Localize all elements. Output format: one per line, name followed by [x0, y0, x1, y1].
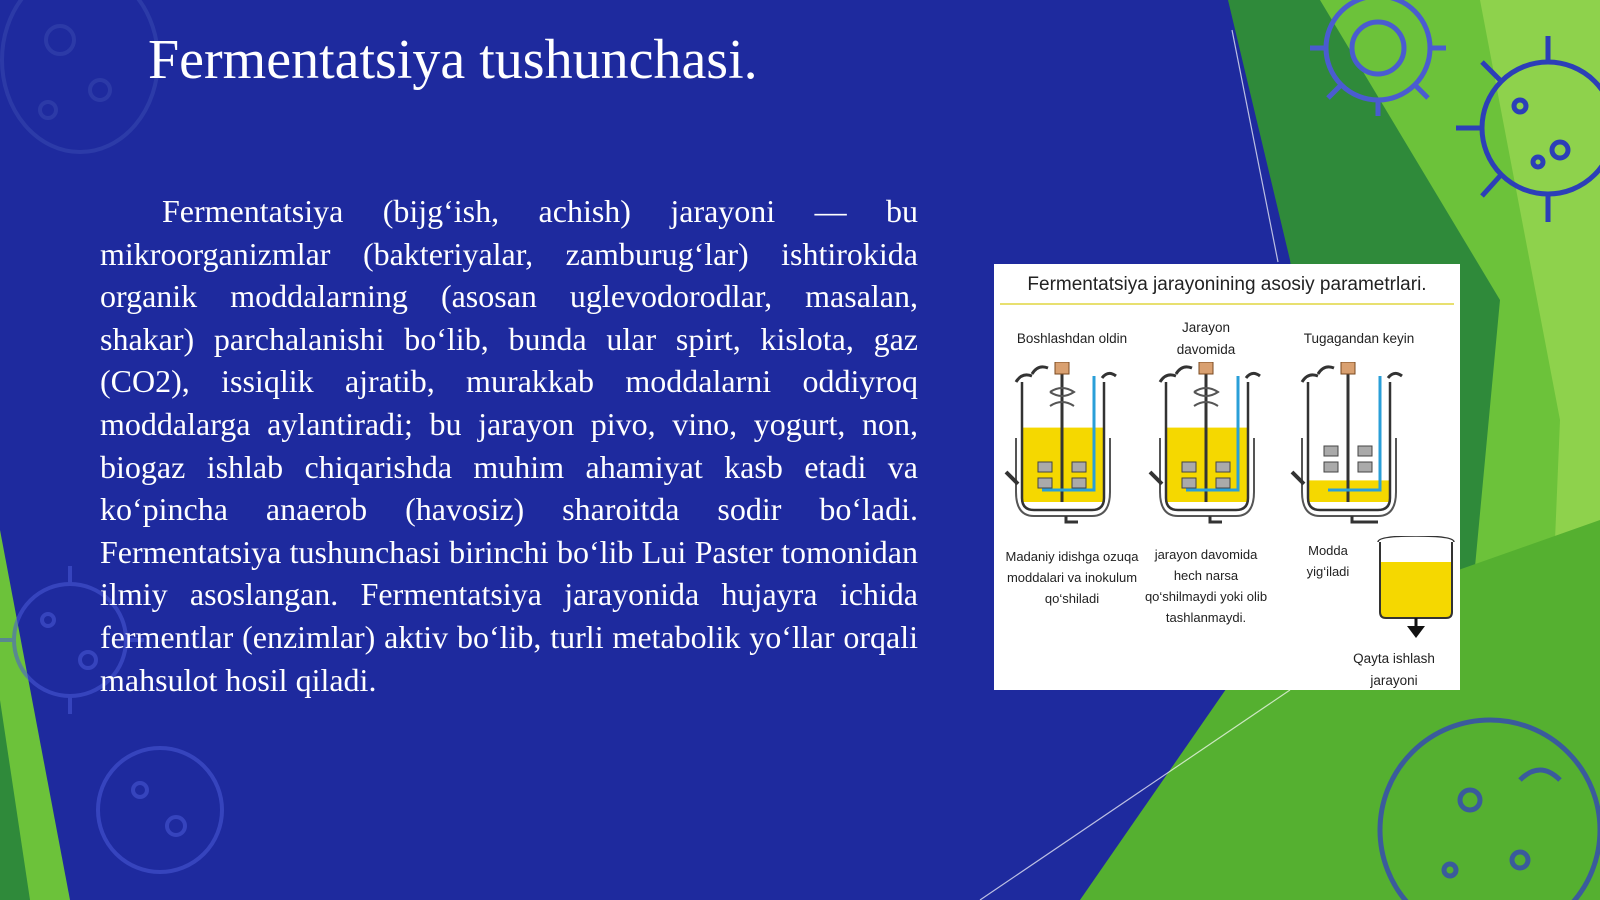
stage-caption-during: jarayon davomida hech narsa qo‘shilmaydi yoki olib tashlanmaydi. — [1144, 547, 1268, 625]
recycling-caption: Qayta ishlash jarayoni — [1353, 651, 1435, 688]
bioreactor-before-icon — [1002, 362, 1122, 524]
figure-title-underline — [1000, 303, 1454, 305]
stage-label-during: Jarayon davomida — [1176, 320, 1236, 357]
stage-caption-after: Modda yig‘iladi — [1306, 543, 1350, 579]
stage-label-before: Boshlashdan oldin — [1016, 331, 1128, 346]
slide-title: Fermentatsiya tushunchasi. — [148, 29, 758, 91]
figure-title: Fermentatsiya jarayonining asosiy parametrlari. — [1027, 274, 1427, 295]
bioreactor-during-icon — [1146, 362, 1266, 524]
stage-label-after: Tugagandan keyin — [1303, 331, 1415, 346]
bioreactor-after-icon — [1288, 362, 1408, 524]
collection-beaker-icon — [1374, 536, 1458, 638]
stage-caption-before: Madaniy idishga ozuqa moddalari va inokulum qo‘shiladi — [1005, 549, 1139, 606]
fermentation-figure — [994, 264, 1460, 690]
body-paragraph: Fermentatsiya (bijg‘ish, achish) jarayoni — bu mikroorganizmlar (bakteriyalar, zamburug‘lar) ishtirokida organik moddalarning (asosan uglevodorodlar, masalan, shakar) parchalanishi bo‘lib, bunda ular spirt, kislota, gaz (CO2), issiqlik ajratib, murakkab moddalarni oddiyroq moddalarga aylantiradi; bu jarayon pivo, vino, yogurt, non, biogaz ishlab chiqarishda muhim ahamiyat kasb etadi va ko‘pincha anaerob (havosiz) sharoitda sodir bo‘ladi. Fermentatsiya tushunchasi birinchi bo‘lib Lui Paster tomonidan ilmiy asoslangan. Fermentatsiya jarayonida hujayra ichida fermentlar (enzimlar) aktiv bo‘lib, turli metabolik yo‘llar orqali mahsulot hosil qiladi. — [100, 193, 918, 698]
